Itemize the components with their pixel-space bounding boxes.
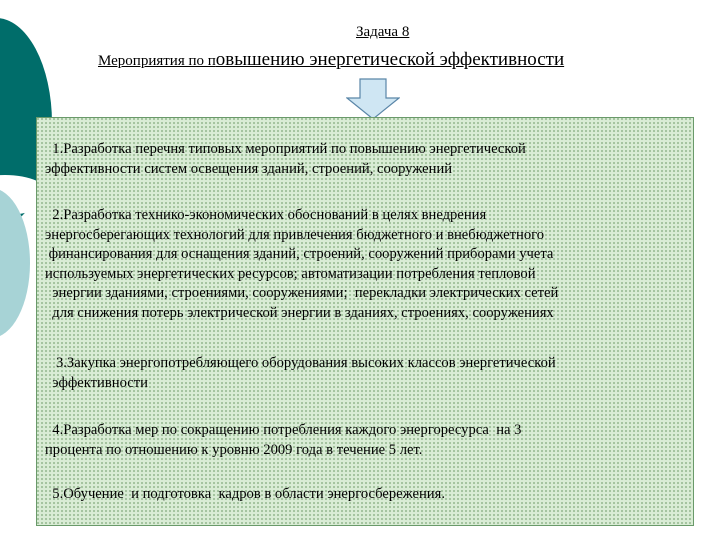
item-line: процента по отношению к уровню 2009 года в течение 5 лет. [45,441,423,458]
list-item [45,485,689,505]
slide-title: Задача 8 [356,24,410,40]
item-line: для снижения потерь электрической энергии в зданиях, строениях, сооружениях [45,304,554,321]
item-line: 1.Разработка перечня типовых мероприятий по повышению энергетической [45,141,526,157]
subtitle-part-large: овышению энергетической эффективности [215,49,565,70]
item-line: энергии зданиями, строениями, сооружениями; перекладки электрических сетей [45,285,559,302]
item-line: эффективности [45,374,148,391]
list-item [45,140,689,179]
down-arrow-icon [346,78,400,120]
item-line: эффективности систем освещения зданий, строений, сооружений [45,160,453,177]
subtitle-part-small: Мероприятия по п [98,53,216,69]
item-line: используемых энергетических ресурсов; автоматизации потребления тепловой [45,265,536,282]
item-line: 5.Обучение и подготовка кадров в области энергосбережения. [45,486,445,502]
item-line: финансирования для оснащения зданий, строений, сооружений приборами учета [45,246,554,263]
list-item [45,421,689,460]
slide-subtitle [98,49,564,71]
item-line: 4.Разработка мер по сокращению потребления каждого энергоресурса на 3 [45,422,522,438]
list-item [45,354,689,393]
measures-panel [36,117,694,526]
item-line: энергосберегающих технологий для привлечения бюджетного и внебюджетного [45,226,545,243]
item-line: 3.Закупка энергопотребляющего оборудования высоких классов энергетической [45,355,556,371]
item-line: 2.Разработка технико-экономических обоснований в целях внедрения [45,207,487,223]
list-item [45,206,689,324]
